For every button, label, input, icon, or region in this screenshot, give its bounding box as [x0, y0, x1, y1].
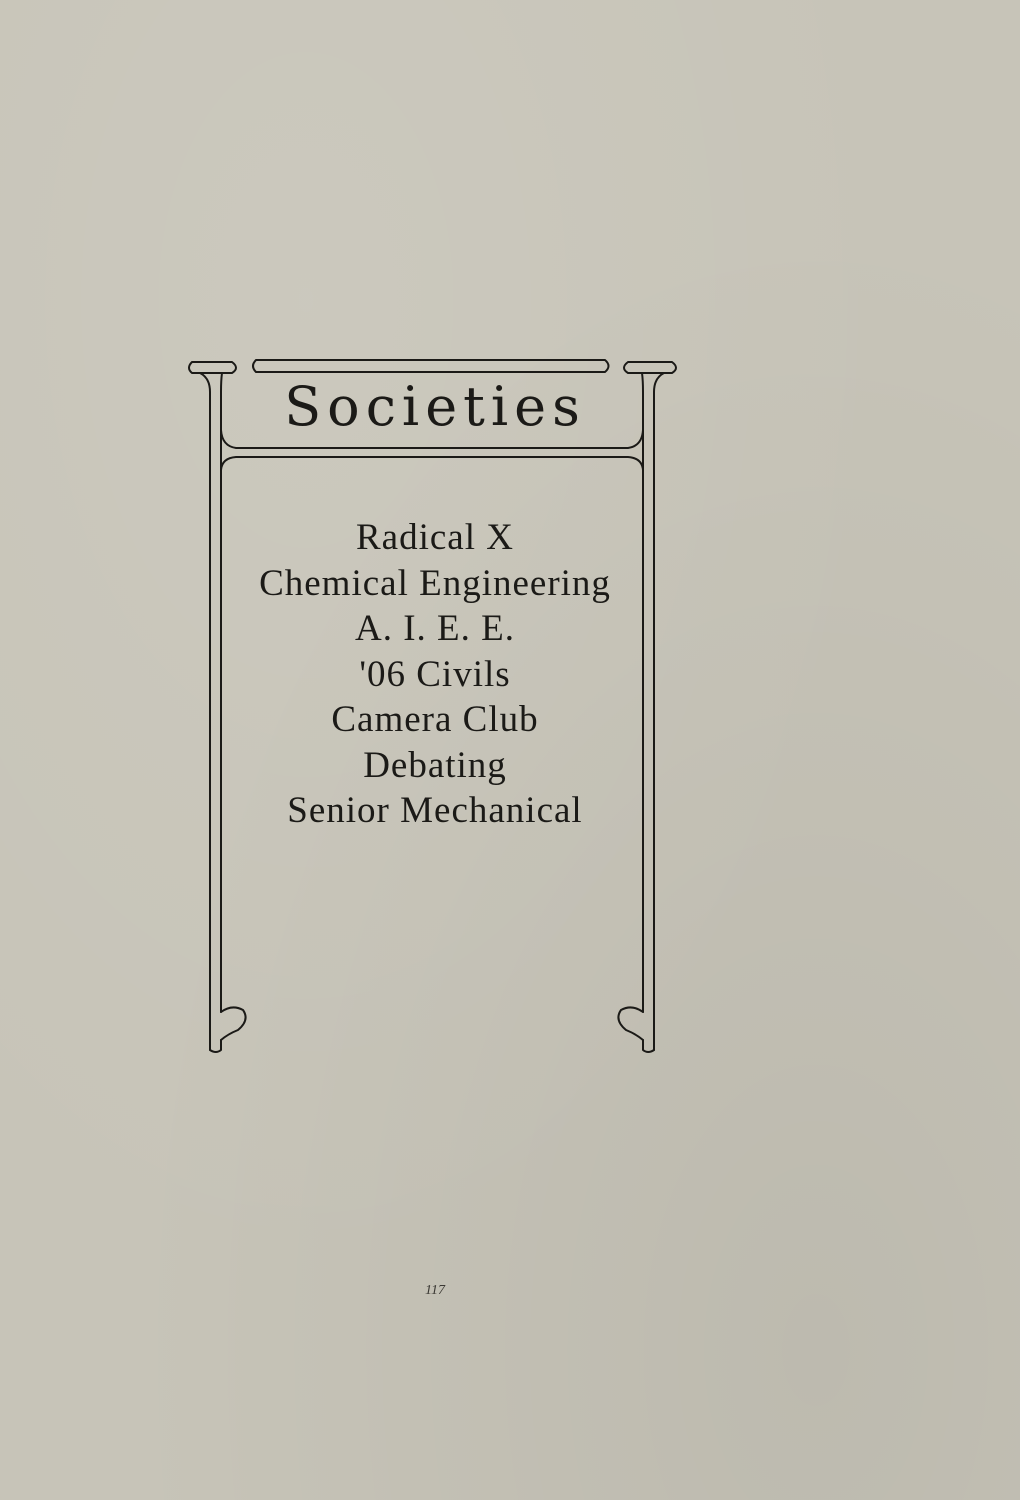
list-item: Debating [363, 744, 507, 786]
page-number: 117 [425, 1283, 445, 1298]
list-item: Senior Mechanical [287, 790, 583, 831]
list-item: Camera Club [331, 699, 539, 740]
list-item: Radical X [356, 517, 514, 558]
list-item: Chemical Engineering [259, 562, 611, 604]
societies-list [225, 515, 645, 834]
page-title: Societies [284, 375, 586, 438]
list-item: '06 Civils [359, 653, 511, 695]
list-item: A. I. E. E. [355, 608, 515, 649]
